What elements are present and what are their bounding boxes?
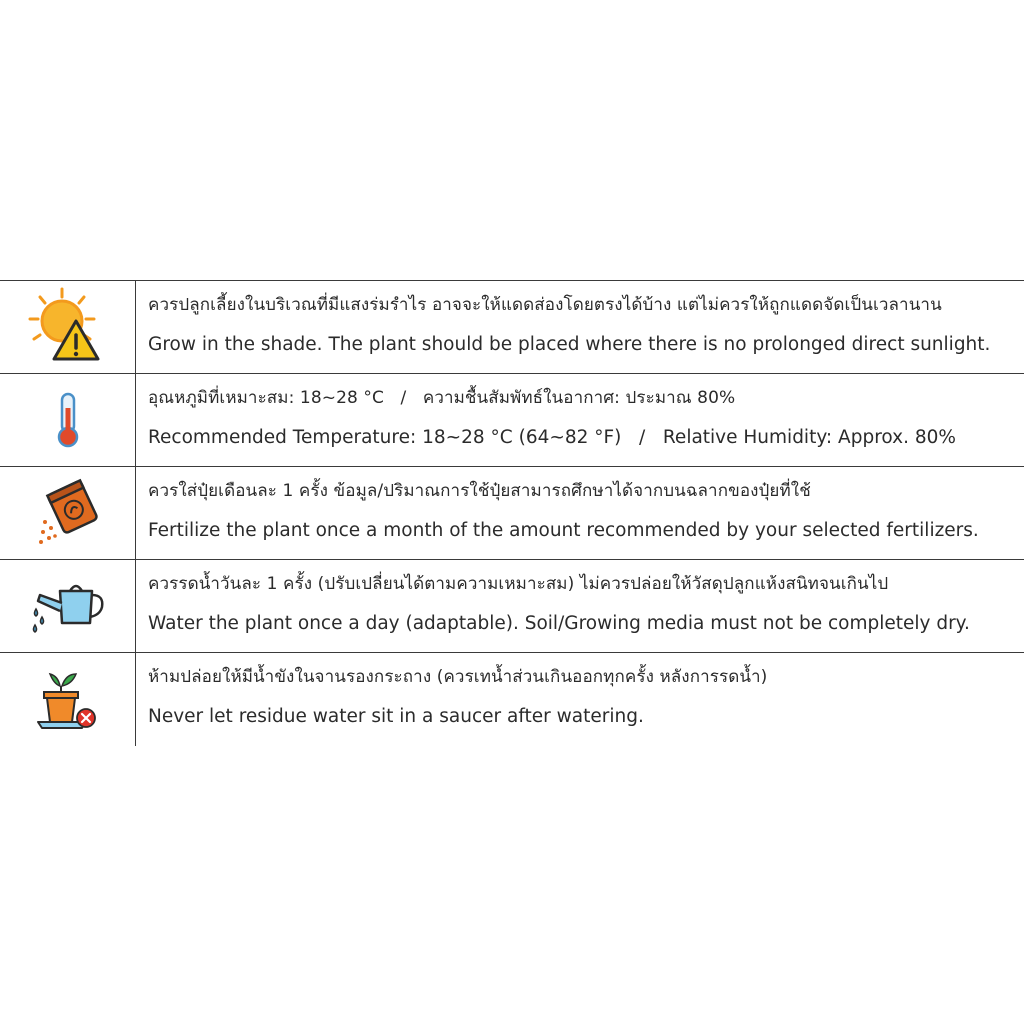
thai-text: ควรปลูกเลี้ยงในบริเวณที่มีแสงร่มรำไร อาจจะให้แดดส่องโดยตรงได้บ้าง แต่ไม่ควรให้ถูกแดดจัดเป็นเวลานาน (148, 295, 942, 315)
text-cell (148, 560, 1016, 652)
thai-text: อุณหภูมิที่เหมาะสม: 18~28 °C / ความชื้นสัมพัทธ์ในอากาศ: ประมาณ 80% (148, 388, 736, 408)
text-cell (148, 653, 1016, 746)
watering-can-icon (30, 573, 106, 639)
care-row-saucer (0, 652, 1024, 746)
english-text: Recommended Temperature: 18~28 °C (64~82 °F) / Relative Humidity: Approx. 80% (148, 427, 956, 448)
care-row-sunlight (0, 280, 1024, 373)
english-text: Fertilize the plant once a month of the amount recommended by your selected fertilizers. (148, 520, 979, 541)
care-row-fertilizer (0, 466, 1024, 559)
care-row-temperature (0, 373, 1024, 466)
english-text: Water the plant once a day (adaptable). Soil/Growing media must not be completely dry. (148, 613, 970, 634)
thai-text: ควรใส่ปุ๋ยเดือนละ 1 ครั้ง ข้อมูล/ปริมาณการใช้ปุ๋ยสามารถศึกษาได้จากบนฉลากของปุ๋ยที่ใช้ (148, 481, 811, 501)
plant-care-table (0, 280, 1024, 746)
sun-warning-icon (26, 285, 110, 369)
fertilizer-bag-icon (33, 478, 103, 548)
text-cell (148, 374, 1016, 466)
text-cell (148, 467, 1016, 559)
thai-text: ห้ามปล่อยให้มีน้ำขังในจานรองกระถาง (ควรเทน้ำส่วนเกินออกทุกครั้ง หลังการรดน้ำ) (148, 667, 768, 687)
thai-text: ควรรดน้ำวันละ 1 ครั้ง (ปรับเปลี่ยนได้ตามความเหมาะสม) ไม่ควรปล่อยให้วัสดุปลูกแห้งสนิทจนเกินไป (148, 574, 889, 594)
english-text: Grow in the shade. The plant should be placed where there is no prolonged direct sunlight. (148, 334, 991, 355)
thermometer-icon (48, 390, 88, 450)
icon-cell (0, 374, 136, 466)
care-row-watering (0, 559, 1024, 652)
pot-saucer-no-water-icon (36, 666, 100, 734)
icon-cell (0, 281, 136, 373)
icon-cell (0, 467, 136, 559)
icon-cell (0, 653, 136, 746)
english-text: Never let residue water sit in a saucer after watering. (148, 706, 644, 727)
text-cell (148, 281, 1016, 373)
icon-cell (0, 560, 136, 652)
